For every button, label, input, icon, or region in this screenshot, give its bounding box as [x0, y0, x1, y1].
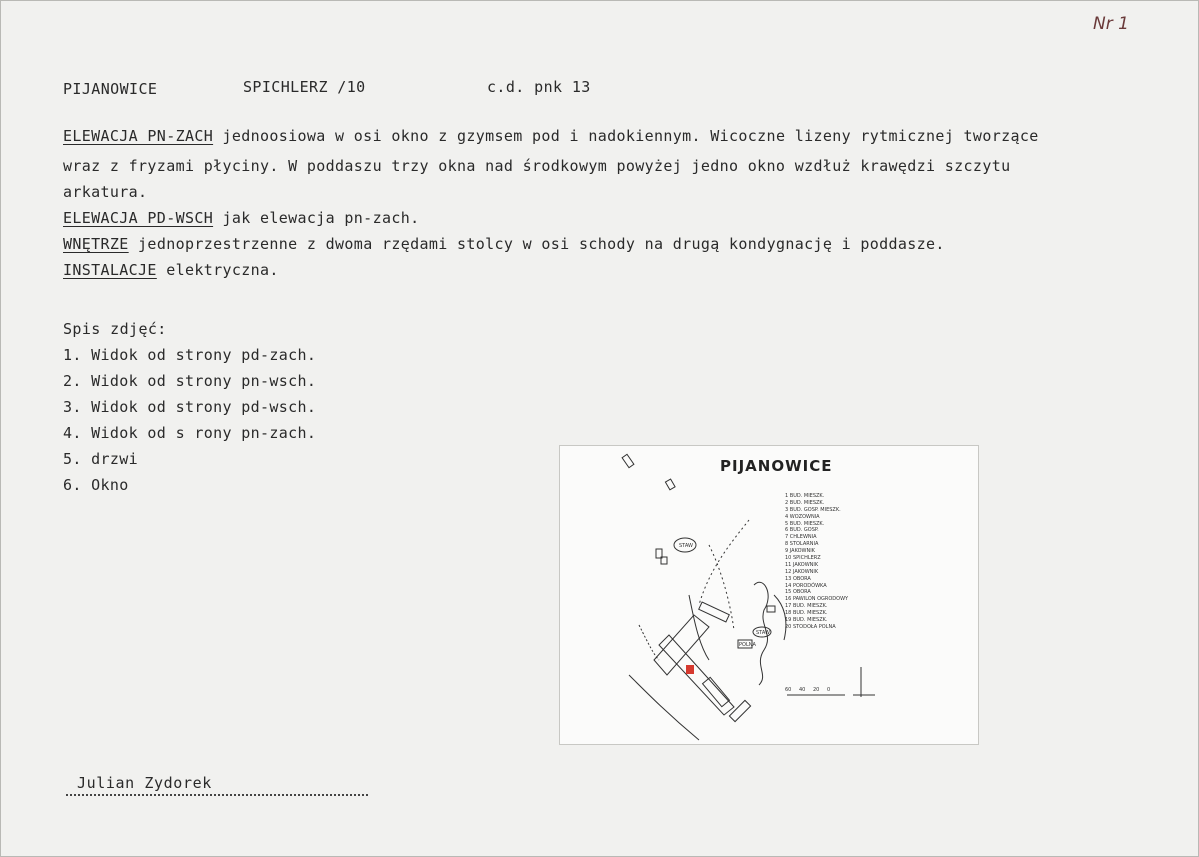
description-line-1 [63, 127, 1039, 145]
map-legend-item: 13 OBORA [785, 575, 811, 582]
author-name: Julian Zydorek [77, 774, 212, 792]
photo-list-item: 2. Widok od strony pn-wsch. [63, 372, 317, 390]
map-legend-item: 7 CHLEWNIA [785, 534, 817, 541]
photo-list-item: 1. Widok od strony pd-zach. [63, 346, 317, 364]
map-building [622, 454, 634, 467]
photo-list-item: 3. Widok od strony pd-wsch. [63, 398, 317, 416]
map-legend-item: 9 JAKOWNIK [785, 548, 815, 555]
map-legend-item: 11 JAKOWNIK [785, 561, 819, 568]
map-pond-label: STAW [756, 630, 770, 636]
description-text-6: elektryczna. [156, 261, 279, 279]
description-line-4 [63, 209, 419, 227]
map-legend-item: 15 OBORA [785, 589, 811, 596]
section-label-wnetrze: WNĘTRZE [63, 235, 129, 253]
map-legend-item: 5 BUD. MIESZK. [785, 520, 825, 527]
description-line-5 [63, 235, 945, 253]
map-scale-label: 20 [813, 687, 820, 693]
map-legend-item: 14 PORODÓWKA [785, 582, 827, 589]
photo-list-item: 4. Widok od s rony pn-zach. [63, 424, 317, 442]
map-legend-item: 6 BUD. GOSP. [785, 527, 819, 534]
map-building [767, 606, 775, 612]
map-legend-item: 2 BUD. MIESZK. [785, 499, 825, 506]
map-legend-item: 18 BUD. MIESZK. [785, 610, 828, 617]
header-reference: c.d. pnk 13 [487, 78, 591, 96]
map-legend-item: 17 BUD. MIESZK. [785, 603, 828, 610]
map-path [689, 595, 709, 660]
map-scale-label: 40 [799, 687, 806, 693]
map-building [665, 479, 675, 490]
map-legend-item: 12 JAKOWNIK [785, 568, 819, 575]
map-legend-item: 20 STODOŁA POLNA [785, 623, 836, 630]
map-building [659, 635, 734, 715]
map-pond-label: STAW [679, 543, 693, 549]
description-text-4: jak elewacja pn-zach. [213, 209, 420, 227]
description-line-3: arkatura. [63, 183, 148, 201]
map-legend-item: 10 SPICHLERZ [785, 555, 821, 562]
description-text-5: jednoprzestrzenne z dwoma rzędami stolcy w osi schody na drugą kondygnację i poddasze. [128, 235, 945, 253]
map-legend [785, 493, 848, 631]
map-building [654, 615, 709, 675]
map-spichlerz-highlight [686, 665, 694, 674]
map-scale-label: 0 [827, 687, 831, 693]
header-place: PIJANOWICE [63, 80, 158, 98]
map-path [639, 625, 659, 660]
site-map-photo [559, 445, 979, 745]
map-title: PIJANOWICE [720, 457, 833, 475]
map-legend-item: 3 BUD. GOSP. MIESZK. [785, 506, 841, 513]
map-legend-item: 4 WOZOWNIA [785, 513, 820, 520]
map-scale-label: 60 [785, 687, 792, 693]
map-building [699, 602, 730, 622]
section-label-elewacja-pd-wsch: ELEWACJA PD-WSCH [63, 209, 214, 227]
section-label-instalacje: INSTALACJE [63, 261, 157, 279]
description-text-1: jednoosiowa w osi okno z gzymsem pod i nadokiennym. Wicoczne lizeny rytmicznej tworzące [213, 127, 1039, 145]
photo-list-title: Spis zdjęć: [63, 320, 167, 338]
description-line-2: wraz z fryzami płyciny. W poddaszu trzy okna nad środkowym powyżej jedno okno wzdłuż krawędzi szczytu [63, 157, 1011, 175]
map-legend-item: 16 PAWILON OGRODOWY [785, 596, 849, 603]
map-legend-item: 19 BUD. MIESZK. [785, 617, 828, 624]
description-line-6 [63, 261, 279, 279]
site-map-drawing [559, 445, 979, 745]
signature-dotted-line [66, 794, 368, 796]
section-label-elewacja-pn-zach: ELEWACJA PN-ZACH [63, 127, 214, 145]
map-building [703, 677, 730, 706]
map-legend-item: 1 BUD. MIESZK. [785, 493, 825, 499]
map-building [729, 700, 750, 721]
map-pond-label: POLNA [739, 642, 756, 648]
photo-list-item: 6. Okno [63, 476, 129, 494]
photo-list-item: 5. drzwi [63, 450, 139, 468]
map-path [699, 520, 749, 630]
header-object: SPICHLERZ /10 [243, 78, 366, 96]
map-field-line [629, 675, 699, 740]
card-number: Nr 1 [1093, 14, 1129, 34]
map-legend-item: 8 STOLARNIA [785, 541, 819, 548]
